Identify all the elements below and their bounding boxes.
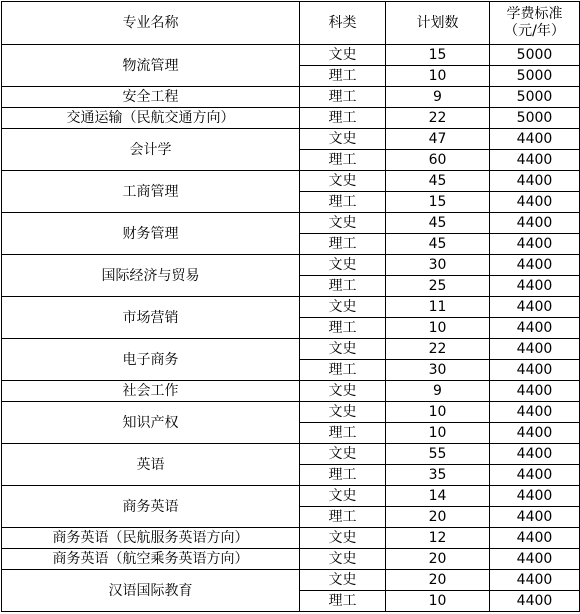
- major-name-cell: 安全工程: [2, 87, 300, 108]
- table-row: [2, 444, 580, 465]
- major-name-cell: 商务英语（民航服务英语方向）: [2, 528, 300, 549]
- subject-cell: 理工: [300, 423, 386, 444]
- fee-cell: 4400: [490, 213, 580, 234]
- subject-cell: 理工: [300, 87, 386, 108]
- fee-cell: 4400: [490, 381, 580, 402]
- fee-cell: 4400: [490, 528, 580, 549]
- major-name-cell: 英语: [2, 444, 300, 486]
- table-row: [2, 570, 580, 591]
- major-name-cell: 物流管理: [2, 45, 300, 87]
- fee-cell: 4400: [490, 192, 580, 213]
- subject-cell: 文史: [300, 381, 386, 402]
- fee-cell: 4400: [490, 549, 580, 570]
- plan-count-cell: 35: [386, 465, 490, 486]
- table-row: [2, 45, 580, 66]
- subject-cell: 理工: [300, 108, 386, 129]
- table-row: [2, 486, 580, 507]
- major-name-cell: 工商管理: [2, 171, 300, 213]
- subject-cell: 文史: [300, 549, 386, 570]
- plan-count-cell: 30: [386, 360, 490, 381]
- plan-count-cell: 10: [386, 402, 490, 423]
- header-row: [2, 2, 580, 45]
- table-row: [2, 255, 580, 276]
- plan-count-cell: 15: [386, 45, 490, 66]
- header-fee: [490, 2, 580, 45]
- fee-cell: 4400: [490, 360, 580, 381]
- fee-cell: 4400: [490, 402, 580, 423]
- subject-cell: 文史: [300, 486, 386, 507]
- plan-count-cell: 25: [386, 276, 490, 297]
- subject-cell: 理工: [300, 192, 386, 213]
- plan-count-cell: 10: [386, 66, 490, 87]
- header-plan: 计划数: [386, 2, 490, 45]
- table-row: [2, 108, 580, 129]
- fee-cell: 4400: [490, 570, 580, 591]
- subject-cell: 理工: [300, 591, 386, 612]
- fee-cell: 4400: [490, 339, 580, 360]
- header-major: 专业名称: [2, 2, 300, 45]
- subject-cell: 理工: [300, 66, 386, 87]
- plan-count-cell: 45: [386, 213, 490, 234]
- subject-cell: 文史: [300, 402, 386, 423]
- header-fee-line2: （元/年）: [504, 23, 565, 39]
- table-row: [2, 87, 580, 108]
- plan-count-cell: 55: [386, 444, 490, 465]
- fee-cell: 4400: [490, 255, 580, 276]
- subject-cell: 理工: [300, 234, 386, 255]
- subject-cell: 文史: [300, 213, 386, 234]
- major-name-cell: 会计学: [2, 129, 300, 171]
- table-row: [2, 339, 580, 360]
- fee-cell: 5000: [490, 87, 580, 108]
- fee-cell: 4400: [490, 318, 580, 339]
- plan-count-cell: 20: [386, 549, 490, 570]
- major-name-cell: 商务英语（航空乘务英语方向）: [2, 549, 300, 570]
- plan-count-cell: 22: [386, 339, 490, 360]
- major-name-cell: 知识产权: [2, 402, 300, 444]
- subject-cell: 文史: [300, 171, 386, 192]
- fee-cell: 4400: [490, 234, 580, 255]
- plan-count-cell: 60: [386, 150, 490, 171]
- table-row: [2, 402, 580, 423]
- major-name-cell: 交通运输（民航交通方向）: [2, 108, 300, 129]
- plan-count-cell: 30: [386, 255, 490, 276]
- fee-cell: 4400: [490, 423, 580, 444]
- plan-count-cell: 22: [386, 108, 490, 129]
- plan-count-cell: 20: [386, 507, 490, 528]
- plan-count-cell: 11: [386, 297, 490, 318]
- subject-cell: 理工: [300, 465, 386, 486]
- subject-cell: 理工: [300, 276, 386, 297]
- subject-cell: 文史: [300, 255, 386, 276]
- plan-count-cell: 10: [386, 423, 490, 444]
- plan-count-cell: 12: [386, 528, 490, 549]
- table-row: [2, 381, 580, 402]
- plan-count-cell: 9: [386, 87, 490, 108]
- subject-cell: 文史: [300, 45, 386, 66]
- header-subject: 科类: [300, 2, 386, 45]
- major-name-cell: 社会工作: [2, 381, 300, 402]
- fee-cell: 4400: [490, 507, 580, 528]
- major-name-cell: 电子商务: [2, 339, 300, 381]
- table-row: [2, 297, 580, 318]
- fee-cell: 4400: [490, 486, 580, 507]
- table-row: [2, 129, 580, 150]
- header-fee-line1: 学费标准: [506, 6, 563, 22]
- fee-cell: 4400: [490, 129, 580, 150]
- subject-cell: 文史: [300, 570, 386, 591]
- subject-cell: 文史: [300, 528, 386, 549]
- major-name-cell: 汉语国际教育: [2, 570, 300, 612]
- subject-cell: 文史: [300, 444, 386, 465]
- table-body: [2, 45, 580, 612]
- subject-cell: 理工: [300, 507, 386, 528]
- major-name-cell: 国际经济与贸易: [2, 255, 300, 297]
- major-name-cell: 市场营销: [2, 297, 300, 339]
- plan-count-cell: 10: [386, 591, 490, 612]
- subject-cell: 文史: [300, 129, 386, 150]
- fee-cell: 4400: [490, 276, 580, 297]
- subject-cell: 理工: [300, 150, 386, 171]
- fee-cell: 5000: [490, 45, 580, 66]
- major-name-cell: 财务管理: [2, 213, 300, 255]
- subject-cell: 理工: [300, 318, 386, 339]
- fee-cell: 4400: [490, 171, 580, 192]
- subject-cell: 理工: [300, 360, 386, 381]
- subject-cell: 文史: [300, 297, 386, 318]
- fee-cell: 4400: [490, 150, 580, 171]
- plan-count-cell: 10: [386, 318, 490, 339]
- plan-count-cell: 9: [386, 381, 490, 402]
- fee-cell: 5000: [490, 66, 580, 87]
- fee-cell: 4400: [490, 444, 580, 465]
- major-name-cell: 商务英语: [2, 486, 300, 528]
- plan-count-cell: 20: [386, 570, 490, 591]
- plan-count-cell: 45: [386, 234, 490, 255]
- plan-count-cell: 15: [386, 192, 490, 213]
- fee-cell: 4400: [490, 297, 580, 318]
- table-row: [2, 213, 580, 234]
- table-row: [2, 549, 580, 570]
- fee-cell: 4400: [490, 591, 580, 612]
- plan-count-cell: 14: [386, 486, 490, 507]
- fee-cell: 5000: [490, 108, 580, 129]
- subject-cell: 文史: [300, 339, 386, 360]
- plan-count-cell: 45: [386, 171, 490, 192]
- table-row: [2, 171, 580, 192]
- enrollment-plan-table: [1, 1, 580, 612]
- plan-count-cell: 47: [386, 129, 490, 150]
- table-row: [2, 528, 580, 549]
- fee-cell: 4400: [490, 465, 580, 486]
